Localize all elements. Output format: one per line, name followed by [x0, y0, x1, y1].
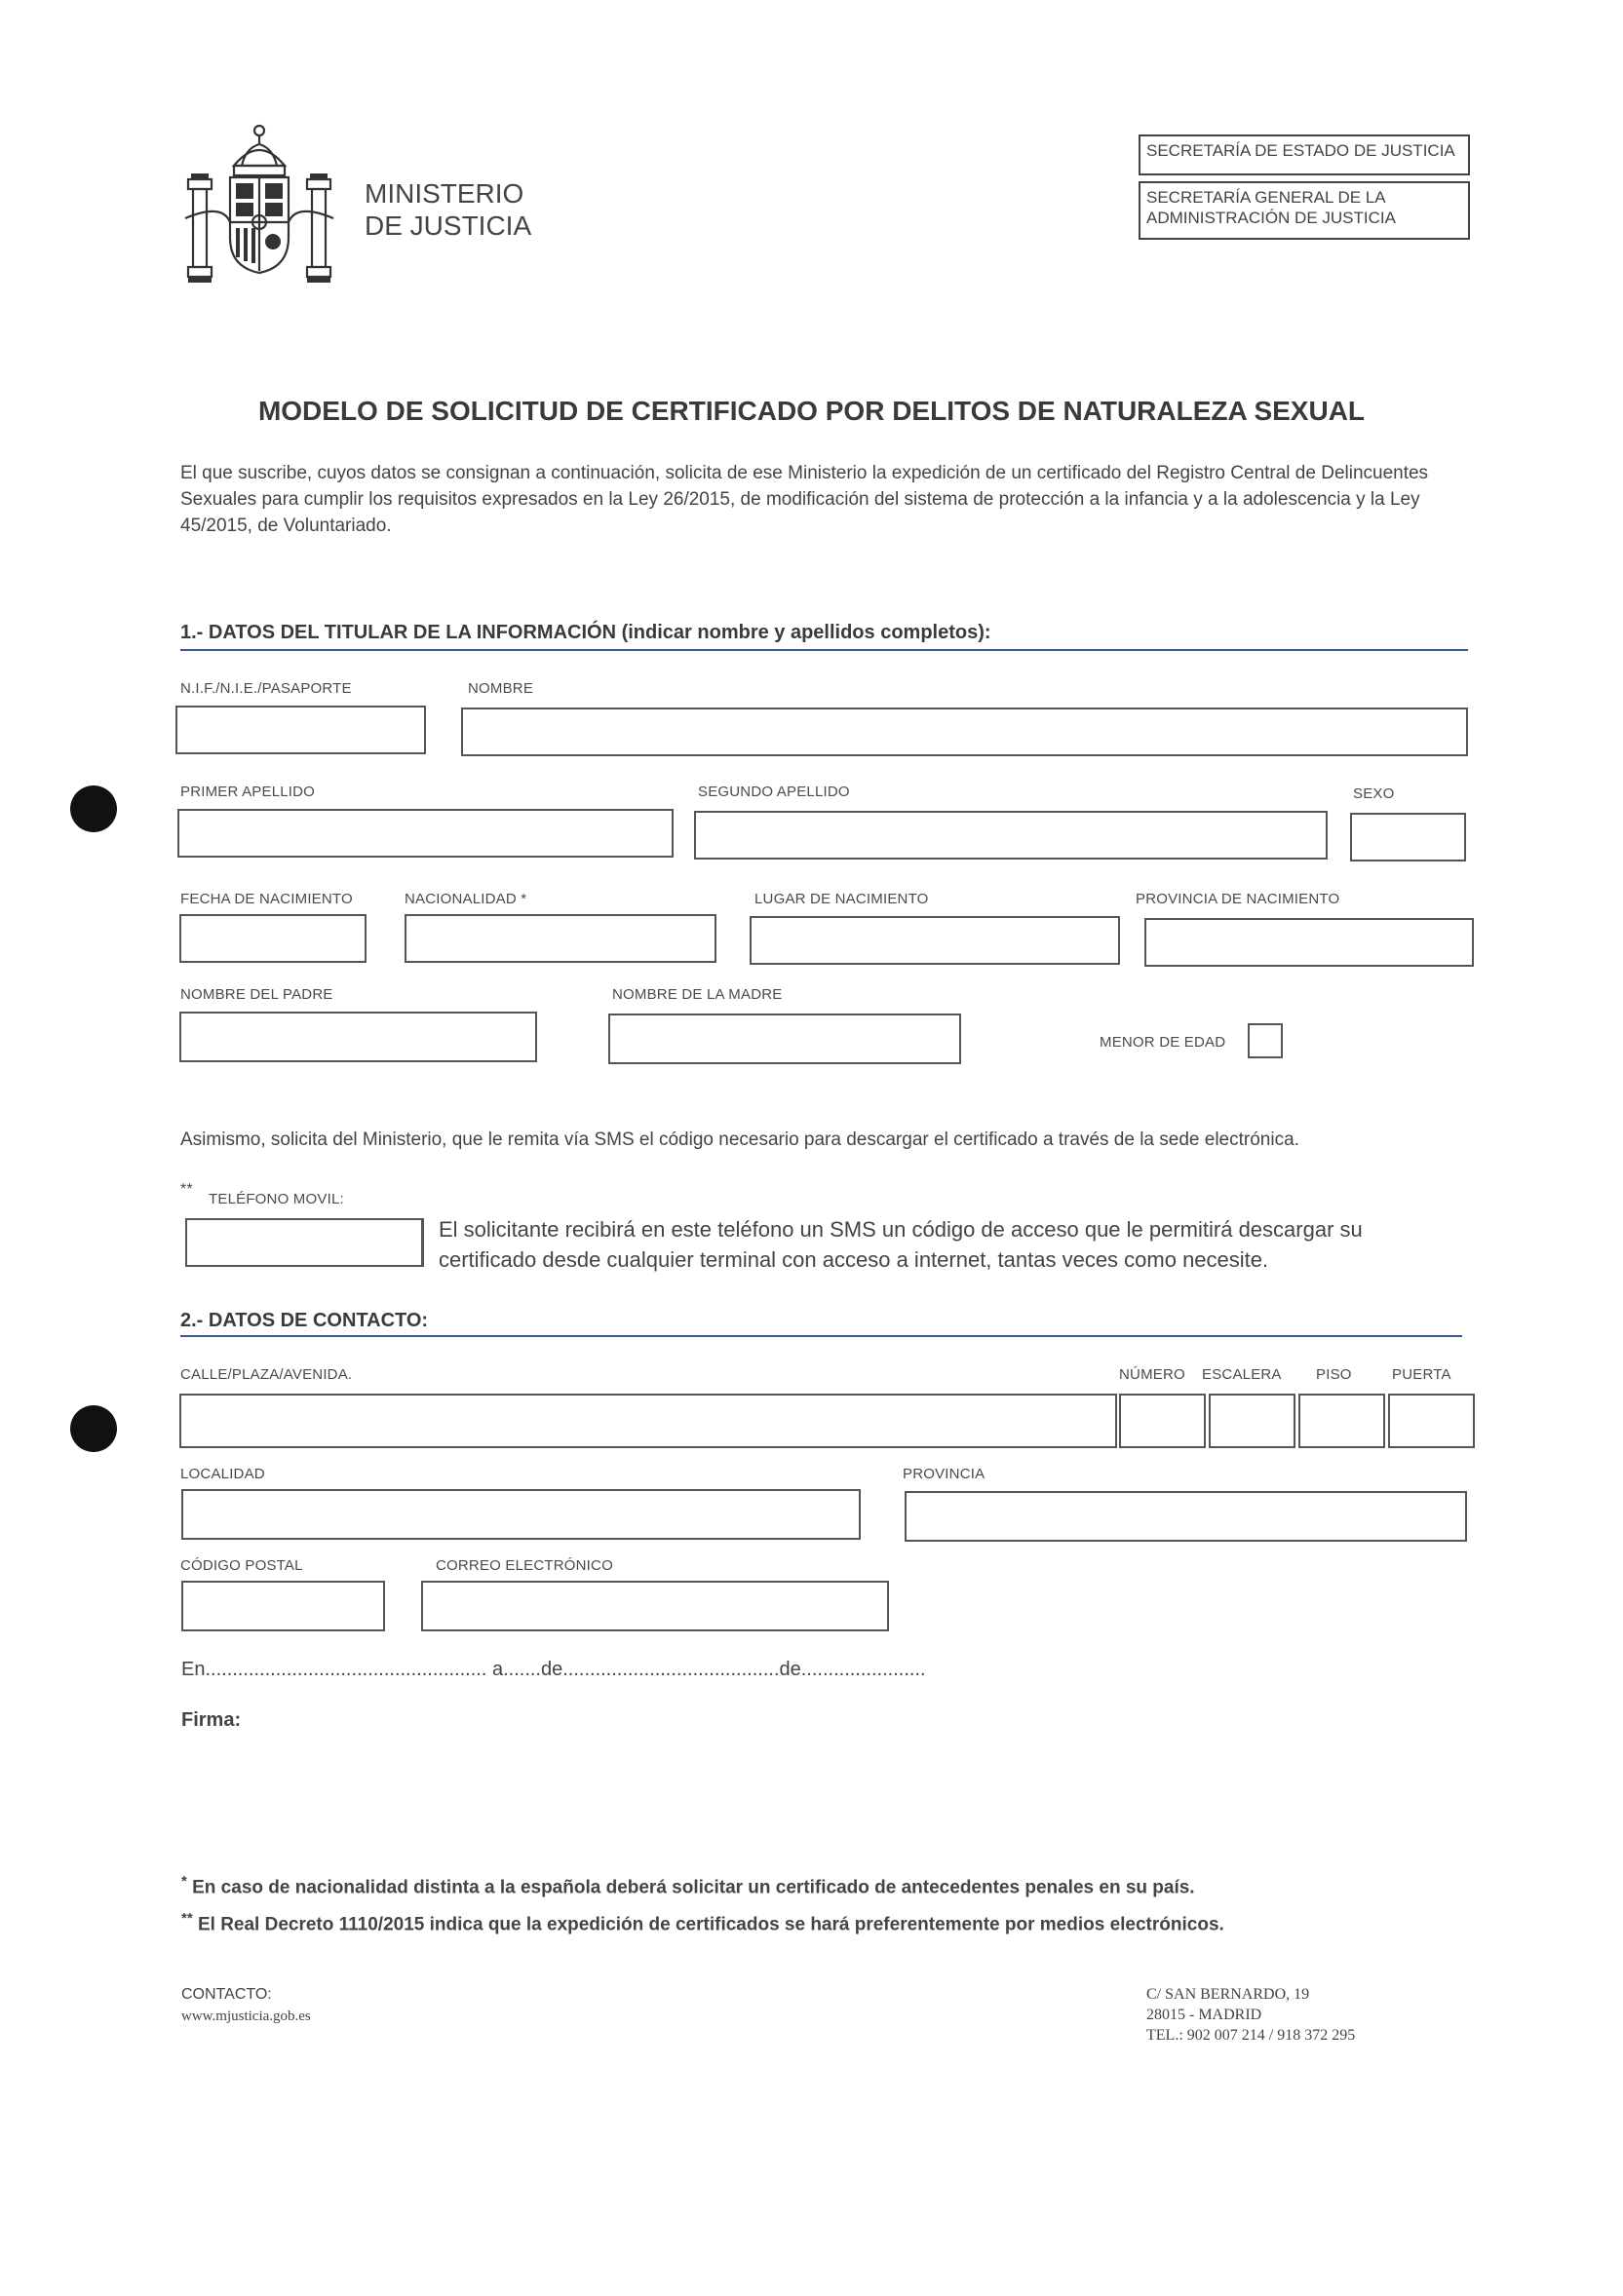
primer-apellido-input[interactable]: [177, 809, 674, 858]
section2-title: 2.- DATOS DE CONTACTO:: [180, 1310, 429, 1331]
secretaria-general-box: [1139, 181, 1470, 240]
footer-contact: [181, 1984, 311, 2027]
secretaria-estado-box: [1139, 134, 1470, 175]
date-place-line[interactable]: En.................................................... a.......de........................................de.......................: [181, 1659, 926, 1680]
puerta-input[interactable]: [1388, 1394, 1475, 1448]
footnote-1: [181, 1873, 1195, 1898]
footer-website[interactable]: www.mjusticia.gob.es: [181, 2009, 311, 2024]
label-escalera: ESCALERA: [1202, 1366, 1282, 1383]
coat-of-arms-logo: [183, 121, 335, 285]
section1-title: 1.- DATOS DEL TITULAR DE LA INFORMACIÓN (indicar nombre y apellidos completos):: [180, 622, 991, 643]
phone-note: El solicitante recibirá en este teléfono un SMS un código de acceso que le permitirá descargar su certificado desde cualquier terminal con acceso a internet, tantas veces como necesite.: [439, 1217, 1363, 1272]
label-provincia-nacimiento: PROVINCIA DE NACIMIENTO: [1136, 891, 1340, 907]
phone-note-separator: [422, 1218, 424, 1267]
footer-phone: TEL.: 902 007 214 / 918 372 295: [1146, 2027, 1356, 2044]
label-nombre: NOMBRE: [468, 680, 534, 697]
lugar-nacimiento-input[interactable]: [750, 916, 1120, 965]
label-numero: NÚMERO: [1119, 1366, 1185, 1383]
escalera-input[interactable]: [1209, 1394, 1295, 1448]
secretaria-estado-text: SECRETARÍA DE ESTADO DE JUSTICIA: [1146, 141, 1455, 160]
ministry-name-line1: MINISTERIO: [365, 178, 524, 209]
label-menor-edad: MENOR DE EDAD: [1100, 1034, 1226, 1051]
nombre-input[interactable]: [461, 708, 1468, 756]
footnote-2-text: El Real Decreto 1110/2015 indica que la expedición de certificados se hará preferentemente por medios electrónicos.: [197, 1914, 1224, 1935]
telefono-movil-input[interactable]: [185, 1218, 423, 1267]
signature-label: Firma:: [181, 1709, 242, 1731]
sms-request-text: Asimismo, solicita del Ministerio, que le remita vía SMS el código necesario para descargar el certificado a través de la sede electrónica.: [180, 1129, 1299, 1150]
label-codigo-postal: CÓDIGO POSTAL: [180, 1557, 303, 1574]
codigo-postal-input[interactable]: [181, 1581, 385, 1631]
piso-input[interactable]: [1298, 1394, 1385, 1448]
label-localidad: LOCALIDAD: [180, 1466, 265, 1482]
footer-address-line2: 28015 - MADRID: [1146, 2007, 1262, 2023]
nacionalidad-input[interactable]: [405, 914, 716, 963]
secretaria-general-line2: ADMINISTRACIÓN DE JUSTICIA: [1146, 209, 1396, 227]
footer-contact-label: CONTACTO:: [181, 1986, 272, 2003]
nombre-padre-input[interactable]: [179, 1012, 537, 1062]
ministry-name: [365, 177, 531, 242]
localidad-input[interactable]: [181, 1489, 861, 1540]
label-calle: CALLE/PLAZA/AVENIDA.: [180, 1366, 353, 1383]
segundo-apellido-input[interactable]: [694, 811, 1328, 860]
calle-input[interactable]: [179, 1394, 1117, 1448]
label-fecha-nacimiento: FECHA DE NACIMIENTO: [180, 891, 353, 907]
ministry-name-line2: DE JUSTICIA: [365, 210, 532, 241]
nombre-madre-input[interactable]: [608, 1014, 961, 1064]
label-telefono-movil: TELÉFONO MOVIL:: [209, 1191, 344, 1207]
label-primer-apellido: PRIMER APELLIDO: [180, 784, 316, 800]
punch-hole-top: [70, 785, 117, 832]
label-lugar-nacimiento: LUGAR DE NACIMIENTO: [754, 891, 929, 907]
footer-address: [1146, 1984, 1355, 2046]
footnote-1-text: En caso de nacionalidad distinta a la española deberá solicitar un certificado de antecedentes penales en su país.: [192, 1877, 1195, 1898]
secretaria-general-line1: SECRETARÍA GENERAL DE LA: [1146, 188, 1386, 207]
label-nif: N.I.F./N.I.E./PASAPORTE: [180, 680, 352, 697]
menor-edad-checkbox[interactable]: [1248, 1023, 1283, 1058]
form-title: MODELO DE SOLICITUD DE CERTIFICADO POR DELITOS DE NATURALEZA SEXUAL: [257, 396, 1366, 426]
label-piso: PISO: [1316, 1366, 1352, 1383]
phone-marker: **: [180, 1181, 193, 1198]
label-provincia: PROVINCIA: [903, 1466, 985, 1482]
footnote-2: [181, 1910, 1224, 1935]
label-puerta: PUERTA: [1392, 1366, 1451, 1383]
provincia-nacimiento-input[interactable]: [1144, 918, 1474, 967]
label-nombre-madre: NOMBRE DE LA MADRE: [612, 986, 783, 1003]
label-correo: CORREO ELECTRÓNICO: [436, 1557, 613, 1574]
punch-hole-bottom: [70, 1405, 117, 1452]
label-sexo: SEXO: [1353, 785, 1395, 802]
fecha-nacimiento-input[interactable]: [179, 914, 367, 963]
correo-input[interactable]: [421, 1581, 889, 1631]
label-nombre-padre: NOMBRE DEL PADRE: [180, 986, 333, 1003]
footnote-2-marker: **: [181, 1910, 193, 1927]
nif-input[interactable]: [175, 706, 426, 754]
numero-input[interactable]: [1119, 1394, 1206, 1448]
section2-rule: [180, 1335, 1462, 1337]
footnote-1-marker: *: [181, 1873, 187, 1890]
label-segundo-apellido: SEGUNDO APELLIDO: [698, 784, 850, 800]
provincia-input[interactable]: [905, 1491, 1467, 1542]
sexo-input[interactable]: [1350, 813, 1466, 861]
footer-address-line1: C/ SAN BERNARDO, 19: [1146, 1986, 1310, 2003]
intro-paragraph: El que suscribe, cuyos datos se consignan a continuación, solicita de ese Ministerio la expedición de un certificado del Registro Central de Delincuentes Sexuales para cumplir los requisitos expresados en la Ley 26/2015, de modificación del sistema de protección a la infancia y a la adolescencia y la Ley 45/2015, de Voluntariado.: [180, 463, 1429, 536]
label-nacionalidad: NACIONALIDAD *: [405, 891, 527, 907]
section1-rule: [180, 649, 1468, 651]
